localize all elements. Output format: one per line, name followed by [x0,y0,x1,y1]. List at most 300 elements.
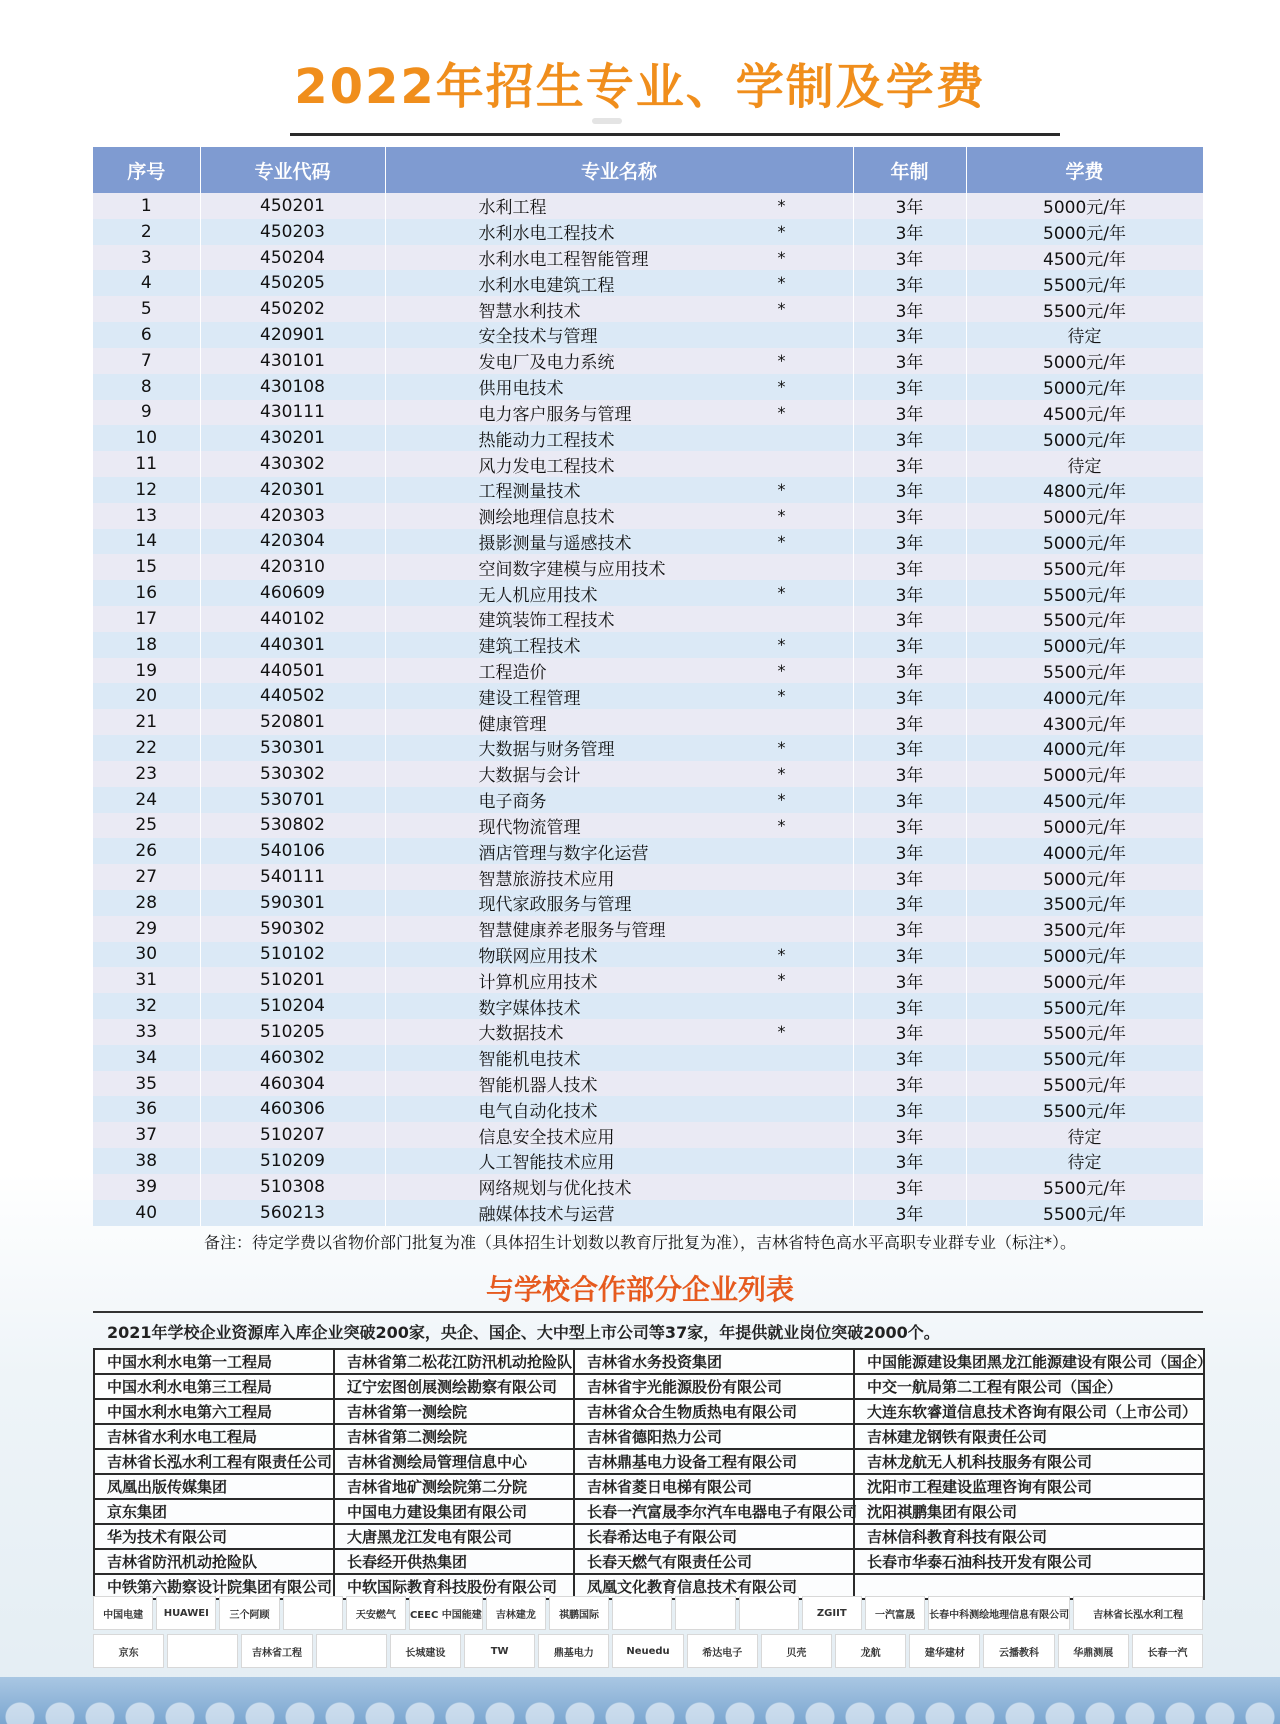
cell-years: 3年 [853,942,966,968]
cell-no: 39 [93,1174,200,1200]
cell-no: 14 [93,529,200,555]
cell-code: 460609 [200,580,385,606]
partner-company: 长春经开供热集团 [334,1549,574,1574]
cell-code: 560213 [200,1200,385,1226]
cell-years: 3年 [853,425,966,451]
featured-star-mark: * [777,479,786,499]
table-row [93,425,1203,451]
cell-name [385,425,853,451]
table-row [93,658,1203,684]
table-row [93,1019,1203,1045]
cell-years: 3年 [853,735,966,761]
cell-name [385,890,853,916]
cell-code: 450203 [200,219,385,245]
cell-code: 540111 [200,864,385,890]
cell-name [385,606,853,632]
partner-company: 大连东软睿道信息技术咨询有限公司（上市公司） [854,1399,1204,1424]
partner-company: 中国水利水电第一工程局 [94,1349,334,1374]
cell-years: 3年 [853,761,966,787]
partner-logo [167,1634,238,1668]
cell-years: 3年 [853,709,966,735]
major-name: 网络规划与优化技术 [478,1179,632,1200]
cell-code: 510102 [200,942,385,968]
cell-fee: 5500元/年 [966,1200,1203,1226]
partner-company: 吉林省第二松花江防汛机动抢险队 [334,1349,574,1374]
partner-logo: 吉林建龙 [486,1596,546,1630]
cell-code: 510207 [200,1122,385,1148]
cell-name [385,916,853,942]
partner-logo: 京东 [93,1634,164,1668]
featured-star-mark: * [777,221,786,241]
partner-company: 吉林龙航无人机科技服务有限公司 [854,1449,1204,1474]
cell-name [385,735,853,761]
cell-fee: 5500元/年 [966,1045,1203,1071]
header-fee: 学费 [966,147,1203,193]
featured-star-mark: * [777,402,786,422]
table-row [93,270,1203,296]
partner-company: 长春一汽富晟李尔汽车电器电子有限公司 [574,1499,854,1524]
cell-no: 30 [93,942,200,968]
cell-name [385,193,853,219]
cell-no: 19 [93,658,200,684]
major-name: 智能机器人技术 [478,1076,598,1097]
major-name: 融媒体技术与运营 [478,1205,615,1226]
partner-company: 沈阳市工程建设监理咨询有限公司 [854,1474,1204,1499]
featured-star-mark: * [777,299,786,319]
cell-fee: 5000元/年 [966,193,1203,219]
cell-no: 10 [93,425,200,451]
cell-code: 430111 [200,400,385,426]
majors-table [93,147,1204,1226]
cell-no: 25 [93,813,200,839]
partner-logo: CEEC 中国能建 [409,1596,483,1630]
major-name: 物联网应用技术 [478,946,598,967]
cell-no: 16 [93,580,200,606]
partner-company: 长春天燃气有限责任公司 [574,1549,854,1574]
partner-logo: 长春一汽 [1132,1634,1203,1668]
cell-no: 29 [93,916,200,942]
featured-star-mark: * [777,376,786,396]
partner-row [94,1424,1204,1449]
cell-years: 3年 [853,1019,966,1045]
partner-logo: 祺鹏国际 [549,1596,609,1630]
cell-fee: 5000元/年 [966,761,1203,787]
partner-row [94,1549,1204,1574]
table-row [93,1174,1203,1200]
cell-name [385,451,853,477]
featured-star-mark: * [777,583,786,603]
partner-logo: TW [464,1634,535,1668]
partner-company: 吉林省德阳热力公司 [574,1424,854,1449]
partner-company: 吉林省宇光能源股份有限公司 [574,1374,854,1399]
table-row [93,1122,1203,1148]
cell-fee: 5000元/年 [966,529,1203,555]
cell-years: 3年 [853,400,966,426]
featured-star-mark: * [777,970,786,990]
cell-years: 3年 [853,580,966,606]
cell-years: 3年 [853,245,966,271]
table-row [93,735,1203,761]
featured-star-mark: * [777,789,786,809]
partner-logo [612,1596,672,1630]
cell-no: 9 [93,400,200,426]
partner-company: 吉林省长泓水利工程有限责任公司 [94,1449,334,1474]
cell-years: 3年 [853,1071,966,1097]
major-name: 水利水电建筑工程 [478,275,615,296]
partner-company: 中国能源建设集团黑龙江能源建设有限公司（国企） [854,1349,1204,1374]
partner-logo: 贝壳 [761,1634,832,1668]
partner-logo: 吉林省长泓水利工程 [1073,1596,1203,1630]
cell-years: 3年 [853,1200,966,1226]
partner-company: 沈阳祺鹏集团有限公司 [854,1499,1204,1524]
table-row [93,322,1203,348]
cell-code: 530301 [200,735,385,761]
cell-no: 11 [93,451,200,477]
major-name: 大数据技术 [478,1024,564,1045]
cell-code: 460306 [200,1096,385,1122]
major-name: 水利水电工程智能管理 [478,250,649,271]
cell-years: 3年 [853,683,966,709]
major-name: 酒店管理与数字化运营 [478,843,649,864]
partners-title: 与学校合作部分企业列表 [485,1273,794,1306]
cell-name [385,1045,853,1071]
partner-row [94,1399,1204,1424]
cell-code: 590301 [200,890,385,916]
cell-years: 3年 [853,348,966,374]
partner-company: 京东集团 [94,1499,334,1524]
title-ornament [592,118,622,124]
cell-code: 430108 [200,374,385,400]
cell-code: 430302 [200,451,385,477]
cell-name [385,1096,853,1122]
major-name: 电气自动化技术 [478,1101,598,1122]
cell-fee: 5500元/年 [966,1174,1203,1200]
header-name: 专业名称 [385,147,853,193]
major-name: 健康管理 [478,714,547,735]
major-name: 信息安全技术应用 [478,1127,615,1148]
cell-name [385,761,853,787]
cell-name [385,374,853,400]
cell-fee: 4000元/年 [966,735,1203,761]
cell-years: 3年 [853,864,966,890]
table-row [93,580,1203,606]
cell-no: 3 [93,245,200,271]
cell-fee: 5500元/年 [966,658,1203,684]
major-name: 大数据与会计 [478,766,581,787]
partner-logo: 华鼎测展 [1058,1634,1129,1668]
table-row [93,683,1203,709]
table-row [93,709,1203,735]
cell-years: 3年 [853,890,966,916]
partner-row [94,1524,1204,1549]
cell-fee: 4000元/年 [966,838,1203,864]
partner-company: 中铁第六勘察设计院集团有限公司 [94,1574,334,1599]
majors-table-body [93,193,1203,1226]
table-row [93,219,1203,245]
cell-code: 430101 [200,348,385,374]
cell-no: 27 [93,864,200,890]
table-row [93,503,1203,529]
cell-years: 3年 [853,451,966,477]
table-row [93,1096,1203,1122]
cell-years: 3年 [853,503,966,529]
cell-no: 32 [93,993,200,1019]
cell-code: 420304 [200,529,385,555]
partner-company: 吉林省防汛机动抢险队 [94,1549,334,1574]
partner-company: 吉林建龙钢铁有限责任公司 [854,1424,1204,1449]
cell-fee: 5000元/年 [966,425,1203,451]
logo-row [93,1596,1203,1630]
cell-no: 4 [93,270,200,296]
cell-no: 26 [93,838,200,864]
cell-name [385,942,853,968]
featured-star-mark: * [777,247,786,267]
partner-row [94,1474,1204,1499]
cell-fee: 5500元/年 [966,1019,1203,1045]
table-row [93,1045,1203,1071]
partner-logo: 中国电建 [93,1596,153,1630]
partner-company: 华为技术有限公司 [94,1524,334,1549]
cell-code: 590302 [200,916,385,942]
cell-code: 450202 [200,296,385,322]
cell-fee: 4800元/年 [966,477,1203,503]
cell-no: 18 [93,632,200,658]
featured-star-mark: * [777,763,786,783]
partner-company: 中软国际教育科技股份有限公司 [334,1574,574,1599]
cell-no: 17 [93,606,200,632]
cell-code: 440501 [200,658,385,684]
major-name: 工程测量技术 [478,482,581,503]
partner-logo: 一汽富晟 [865,1596,925,1630]
major-name: 智慧旅游技术应用 [478,869,615,890]
partners-divider [93,1311,1203,1313]
cell-fee: 5000元/年 [966,864,1203,890]
major-name: 智慧健康养老服务与管理 [478,921,666,942]
major-name: 摄影测量与遥感技术 [478,533,632,554]
cell-no: 34 [93,1045,200,1071]
major-name: 热能动力工程技术 [478,430,615,451]
cell-fee: 待定 [966,1122,1203,1148]
cell-no: 8 [93,374,200,400]
cell-years: 3年 [853,554,966,580]
major-name: 测绘地理信息技术 [478,508,615,529]
cell-code: 440102 [200,606,385,632]
featured-star-mark: * [777,196,786,215]
major-name: 工程造价 [478,663,547,684]
partner-row [94,1374,1204,1399]
cell-code: 510209 [200,1148,385,1174]
header-years: 年制 [853,147,966,193]
cell-code: 510204 [200,993,385,1019]
table-row [93,400,1203,426]
featured-star-mark: * [777,1022,786,1041]
major-name: 空间数字建模与应用技术 [478,559,666,580]
cell-fee: 5000元/年 [966,967,1203,993]
cell-fee: 3500元/年 [966,916,1203,942]
partners-table [93,1348,1213,1600]
cell-years: 3年 [853,787,966,813]
cell-no: 6 [93,322,200,348]
cell-years: 3年 [853,193,966,219]
decorative-wave-band [0,1677,1280,1724]
cell-no: 5 [93,296,200,322]
page-title: 2022年招生专业、学制及学费 [294,59,986,115]
partner-company: 吉林信科教育科技有限公司 [854,1524,1204,1549]
cell-fee: 5500元/年 [966,270,1203,296]
cell-fee: 4000元/年 [966,683,1203,709]
cell-name [385,322,853,348]
cell-fee: 5500元/年 [966,1071,1203,1097]
cell-fee: 5000元/年 [966,942,1203,968]
partners-note: 2021年学校企业资源库入库企业突破200家，央企、国企、大中型上市公司等37家，年提供就业岗位突破2000个。 [107,1323,940,1342]
table-row [93,477,1203,503]
cell-years: 3年 [853,993,966,1019]
partner-company: 吉林省水务投资集团 [574,1349,854,1374]
major-name: 电力客户服务与管理 [478,404,632,425]
cell-no: 15 [93,554,200,580]
major-name: 无人机应用技术 [478,585,598,606]
cell-name [385,245,853,271]
cell-name [385,658,853,684]
partner-company: 中国水利水电第三工程局 [94,1374,334,1399]
cell-name [385,529,853,555]
major-name: 水利工程 [478,198,547,219]
cell-fee: 待定 [966,1148,1203,1174]
cell-code: 440301 [200,632,385,658]
cell-no: 23 [93,761,200,787]
title-divider [290,133,1060,136]
partner-company: 吉林省第二测绘院 [334,1424,574,1449]
partner-logo [316,1634,387,1668]
partner-logo: 云播教科 [983,1634,1054,1668]
partner-company: 吉林省众合生物质热电有限公司 [574,1399,854,1424]
table-remark: 备注：待定学费以省物价部门批复为准（具体招生计划数以教育厅批复为准），吉林省特色高水平高职专业群专业（标注*）。 [203,1233,1076,1252]
cell-years: 3年 [853,322,966,348]
cell-code: 460302 [200,1045,385,1071]
cell-no: 24 [93,787,200,813]
cell-years: 3年 [853,529,966,555]
cell-fee: 4300元/年 [966,709,1203,735]
cell-code: 510308 [200,1174,385,1200]
cell-no: 12 [93,477,200,503]
cell-fee: 4500元/年 [966,787,1203,813]
cell-no: 36 [93,1096,200,1122]
major-name: 风力发电工程技术 [478,456,615,477]
cell-fee: 5000元/年 [966,374,1203,400]
table-row [93,348,1203,374]
partner-row [94,1349,1204,1374]
partner-logo: ZGIIT [802,1596,862,1630]
partners-table-body [94,1349,1213,1599]
major-name: 发电厂及电力系统 [478,353,615,374]
cell-years: 3年 [853,967,966,993]
cell-years: 3年 [853,813,966,839]
major-name: 水利水电工程技术 [478,224,615,245]
partner-logo: 三个阿顾 [219,1596,279,1630]
cell-code: 450205 [200,270,385,296]
cell-years: 3年 [853,374,966,400]
cell-name [385,1174,853,1200]
major-name: 建筑装饰工程技术 [478,611,615,632]
table-row [93,787,1203,813]
featured-star-mark: * [777,634,786,654]
featured-star-mark: * [777,738,786,758]
partner-company: 凤凰文化教育信息技术有限公司 [574,1574,854,1599]
table-row [93,245,1203,271]
partner-company: 吉林省菱日电梯有限公司 [574,1474,854,1499]
table-row [93,632,1203,658]
partner-company: 吉林省测绘局管理信息中心 [334,1449,574,1474]
cell-fee: 待定 [966,451,1203,477]
featured-star-mark: * [777,660,786,680]
partner-logo: 建华建材 [909,1634,980,1668]
cell-name [385,632,853,658]
partner-logo: HUAWEI [156,1596,216,1630]
partner-logo: 龙航 [835,1634,906,1668]
cell-no: 28 [93,890,200,916]
major-name: 现代物流管理 [478,817,581,838]
cell-name [385,838,853,864]
cell-years: 3年 [853,477,966,503]
cell-years: 3年 [853,270,966,296]
partner-company: 中交一航局第二工程有限公司（国企） [854,1374,1204,1399]
cell-no: 7 [93,348,200,374]
partner-logo: 长城建设 [390,1634,461,1668]
cell-no: 1 [93,193,200,219]
major-name: 现代家政服务与管理 [478,895,632,916]
partner-company: 凤凰出版传媒集团 [94,1474,334,1499]
cell-name [385,993,853,1019]
cell-years: 3年 [853,1148,966,1174]
cell-no: 31 [93,967,200,993]
cell-name [385,1200,853,1226]
cell-years: 3年 [853,219,966,245]
table-row [93,1200,1203,1226]
cell-name [385,580,853,606]
cell-code: 540106 [200,838,385,864]
cell-fee: 5000元/年 [966,632,1203,658]
cell-fee: 5500元/年 [966,580,1203,606]
cell-fee: 4500元/年 [966,400,1203,426]
cell-code: 420310 [200,554,385,580]
cell-no: 35 [93,1071,200,1097]
cell-fee: 5000元/年 [966,219,1203,245]
cell-name [385,787,853,813]
cell-name [385,296,853,322]
table-row [93,967,1203,993]
partner-logo [739,1596,799,1630]
featured-star-mark: * [777,531,786,551]
major-name: 电子商务 [478,792,547,813]
table-row [93,942,1203,968]
cell-years: 3年 [853,916,966,942]
featured-star-mark: * [777,350,786,370]
cell-name [385,1148,853,1174]
cell-name [385,270,853,296]
partner-logo: 希达电子 [687,1634,758,1668]
table-row [93,554,1203,580]
header-no: 序号 [93,147,200,193]
cell-name [385,348,853,374]
major-name: 建筑工程技术 [478,637,581,658]
cell-code: 430201 [200,425,385,451]
cell-fee: 5500元/年 [966,1096,1203,1122]
table-row [93,296,1203,322]
cell-years: 3年 [853,296,966,322]
major-name: 建设工程管理 [478,688,581,709]
cell-years: 3年 [853,658,966,684]
table-row [93,813,1203,839]
